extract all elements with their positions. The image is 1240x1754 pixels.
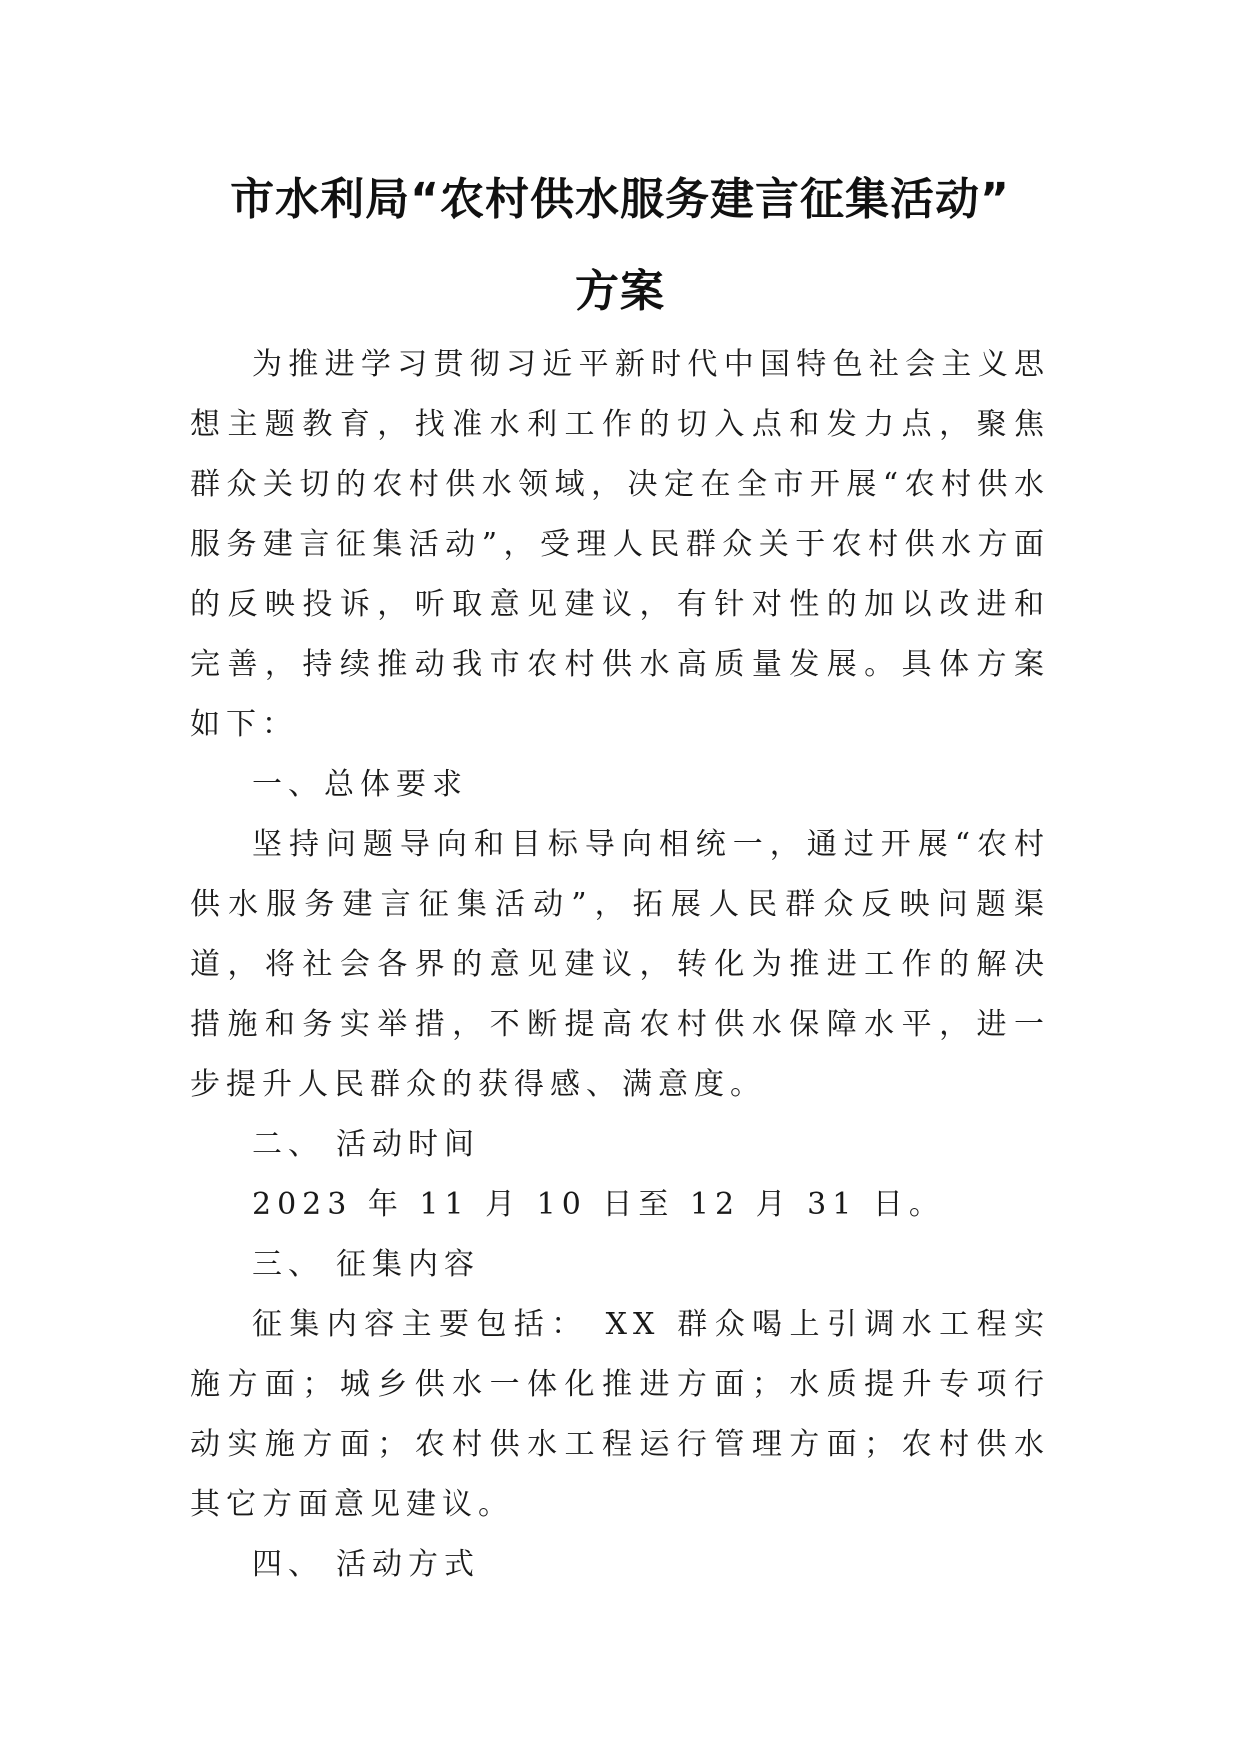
document-body bbox=[190, 335, 1050, 1595]
section4-number: 四、 bbox=[252, 1547, 324, 1582]
section1-paragraph: 坚持问题导向和目标导向相统一，通过开展“农村供水服务建言征集活动”，拓展人民群众反映问题渠道，将社会各界的意见建议，转化为推进工作的解决措施和务实举措，不断提高农村供水保障水平，进一步提升人民群众的获得感、满意度。 bbox=[190, 827, 1050, 1102]
section3-paragraph: 征集内容主要包括： XX 群众喝上引调水工程实施方面；城乡供水一体化推进方面；水质提升专项行动实施方面；农村供水工程运行管理方面；农村供水其它方面意见建议。 bbox=[190, 1307, 1050, 1522]
section2-paragraph: 2023 年 11 月 10 日至 12 月 31 日。 bbox=[252, 1187, 945, 1222]
section3-heading bbox=[190, 1235, 1050, 1295]
section2-number: 二、 bbox=[252, 1127, 324, 1162]
section2-title: 活动时间 bbox=[336, 1127, 480, 1162]
section3-title: 征集内容 bbox=[336, 1247, 480, 1282]
section1-heading: 一、总体要求 bbox=[252, 767, 468, 802]
section3-number: 三、 bbox=[252, 1247, 324, 1282]
document-title-line1: 市水利局“农村供水服务建言征集活动” bbox=[230, 174, 1010, 225]
intro-paragraph: 为推进学习贯彻习近平新时代中国特色社会主义思想主题教育，找准水利工作的切入点和发力点，聚焦群众关切的农村供水领域，决定在全市开展“农村供水服务建言征集活动”，受理人民群众关于农村供水方面的反映投诉，听取意见建议，有针对性的加以改进和完善，持续推动我市农村供水高质量发展。具体方案如下： bbox=[190, 347, 1050, 742]
document-title-line2: 方案 bbox=[575, 266, 665, 317]
section4-title: 活动方式 bbox=[336, 1547, 480, 1582]
section2-heading bbox=[190, 1115, 1050, 1175]
section4-heading bbox=[190, 1535, 1050, 1595]
